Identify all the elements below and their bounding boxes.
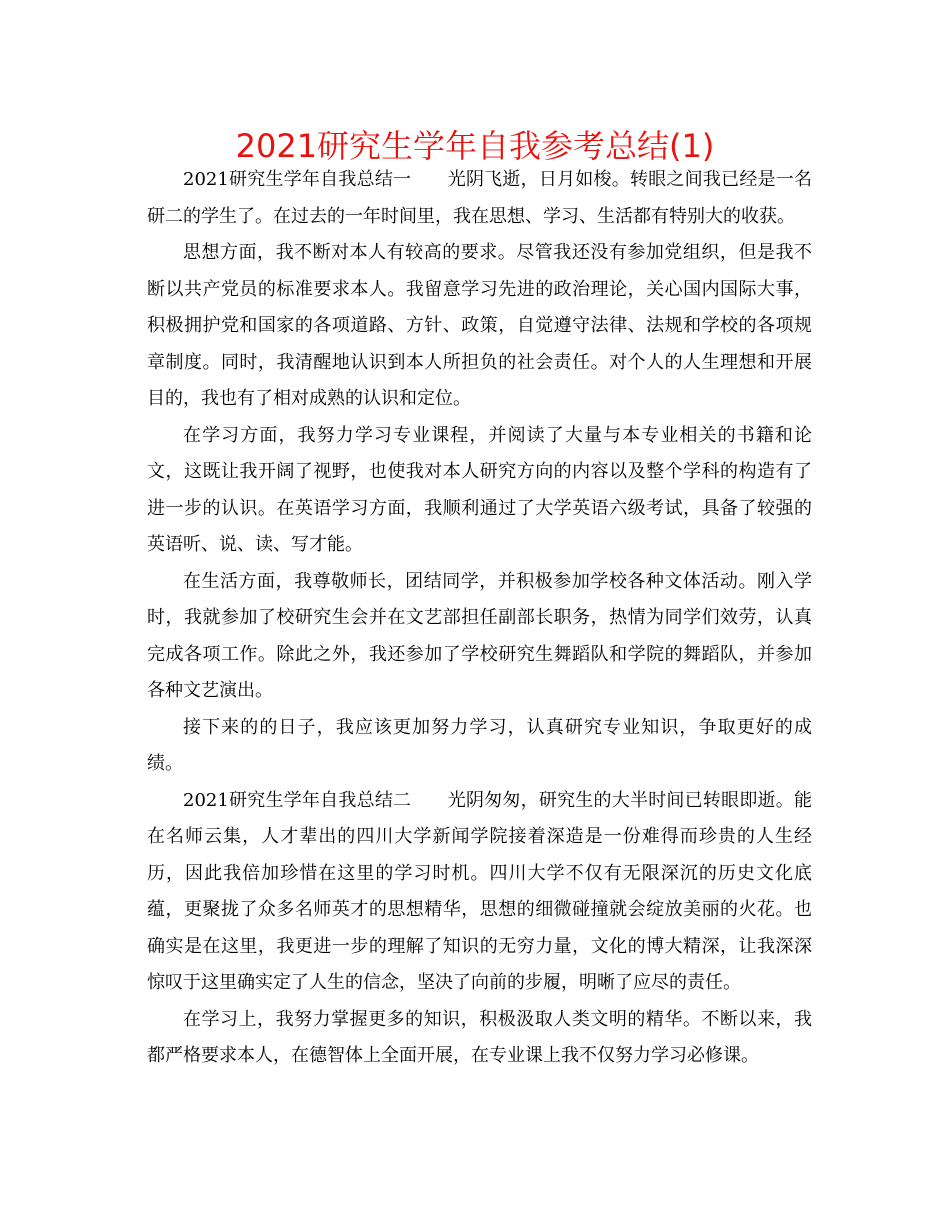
document-title: 2021研究生学年自我参考总结(1) <box>235 127 715 165</box>
paragraph: 2021研究生学年自我总结一 光阴飞逝，日月如梭。转眼之间我已经是一名研二的学生了。在过去的一年时间里，我在思想、学习、生活都有特别大的收获。 <box>147 169 812 227</box>
document-body <box>147 162 812 1075</box>
paragraph: 思想方面，我不断对本人有较高的要求。尽管我还没有参加党组织，但是我不断以共产党员的标准要求本人。我留意学习先进的政治理论，关心国内国际大事，积极拥护党和国家的各项道路、方针、政策，自觉遵守法律、法规和学校的各项规章制度。同时，我清醒地认识到本人所担负的社会责任。对个人的人生理想和开展目的，我也有了相对成熟的认识和定位。 <box>147 242 812 409</box>
paragraph: 在生活方面，我尊敬师长，团结同学，并积极参加学校各种文体活动。刚入学时，我就参加了校研究生会并在文艺部担任副部长职务，热情为同学们效劳，认真完成各项工作。除此之外，我还参加了学校研究生舞蹈队和学院的舞蹈队，并参加各种文艺演出。 <box>147 570 812 701</box>
paragraph: 在学习方面，我努力学习专业课程，并阅读了大量与本专业相关的书籍和论文，这既让我开阔了视野，也使我对本人研究方向的内容以及整个学科的构造有了进一步的认识。在英语学习方面，我顺利通过了大学英语六级考试，具备了较强的英语听、说、读、写才能。 <box>147 424 812 555</box>
paragraph: 在学习上，我努力掌握更多的知识，积极汲取人类文明的精华。不断以来，我都严格要求本人，在德智体上全面开展，在专业课上我不仅努力学习必修课。 <box>147 1008 812 1066</box>
paragraph: 2021研究生学年自我总结二 光阴匆匆，研究生的大半时间已转眼即逝。能在名师云集，人才辈出的四川大学新闻学院接着深造是一份难得而珍贵的人生经历，因此我倍加珍惜在这里的学习时机。四川大学不仅有无限深沉的历史文化底蕴，更聚拢了众多名师英才的思想精华，思想的细微碰撞就会绽放美丽的火花。也确实是在这里，我更进一步的理解了知识的无穷力量，文化的博大精深，让我深深惊叹于这里确实定了人生的信念，坚决了向前的步履，明晰了应尽的责任。 <box>147 789 812 993</box>
paragraph: 接下来的的日子，我应该更加努力学习，认真研究专业知识，争取更好的成绩。 <box>147 716 812 774</box>
